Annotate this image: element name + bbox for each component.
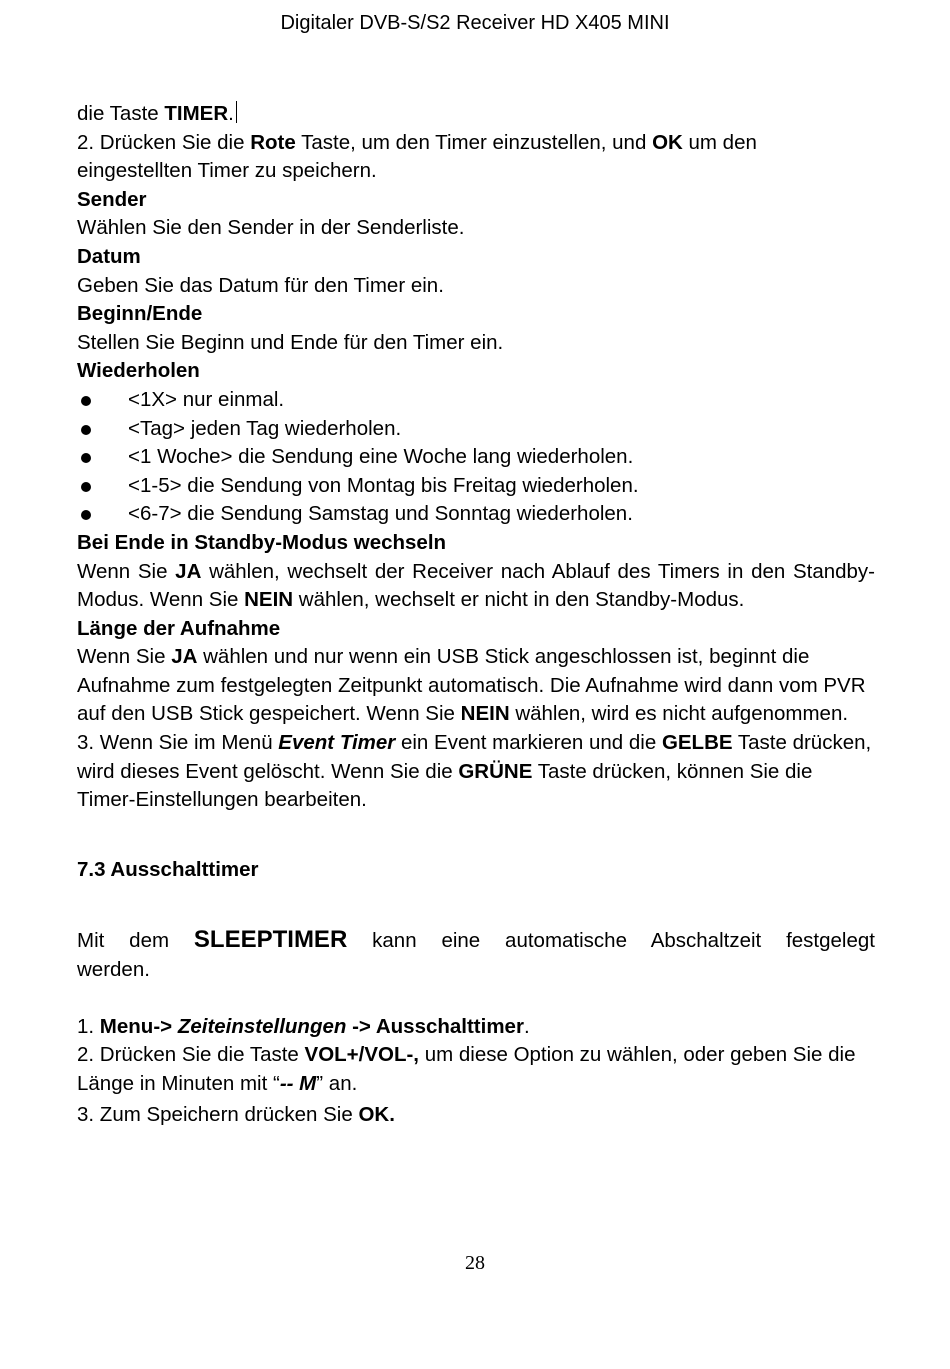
bullet-icon [81, 425, 91, 435]
list-item: <Tag> jeden Tag wiederholen. [77, 415, 875, 444]
section-step-2: 2. Drücken Sie die Taste VOL+/VOL-, um diese Option zu wählen, oder geben Sie die Länge in Minuten mit “-- M” an. [77, 1043, 856, 1095]
list-item: <6-7> die Sendung Samstag und Sonntag wiederholen. [77, 500, 875, 529]
text-sender: Wählen Sie den Sender in der Senderliste. [77, 216, 465, 240]
spacer [77, 985, 875, 1013]
heading-sender: Sender [77, 187, 147, 211]
spacer [77, 815, 875, 856]
heading-standby: Bei Ende in Standby-Modus wechseln [77, 530, 447, 554]
text-cursor [236, 101, 237, 123]
text-laenge: Wenn Sie JA wählen und nur wenn ein USB Stick angeschlossen ist, beginnt die Aufnahme zum festgelegten Zeitpunkt automatisch. Die Aufnahme wird dann vom PVR auf den USB Stick gespeichert. Wenn Sie NEIN wählen, wird es nicht aufgenommen. [77, 645, 866, 726]
section-title: 7.3 Ausschalttimer [77, 857, 259, 881]
heading-datum: Datum [77, 244, 141, 268]
text-standby: Wenn Sie JA wählen, wechselt der Receiver nach Ablauf des Timers in den Standby-Modus. Wenn Sie NEIN wählen, wechselt er nicht in den Standby-Modus. [77, 559, 876, 612]
section-step-1: 1. Menu-> Zeiteinstellungen -> Ausschalttimer. [77, 1014, 530, 1038]
page-header: Digitaler DVB-S/S2 Receiver HD X405 MINI [280, 12, 670, 34]
document-body [77, 100, 875, 1130]
text-datum: Geben Sie das Datum für den Timer ein. [77, 273, 444, 297]
page-number: 28 [465, 1252, 485, 1274]
repeat-options-list [77, 386, 875, 529]
bullet-icon [81, 482, 91, 492]
heading-laenge: Länge der Aufnahme [77, 616, 281, 640]
bullet-icon [81, 510, 91, 520]
section-step-3: 3. Zum Speichern drücken Sie OK. [77, 1103, 395, 1127]
section-intro: Mit dem SLEEPTIMER kann eine automatische Abschaltzeit festgelegt werden. [77, 926, 875, 982]
heading-wiederholen: Wiederholen [77, 359, 200, 383]
list-item: <1X> nur einmal. [77, 386, 875, 415]
paragraph-step-2: 2. Drücken Sie die Rote Taste, um den Timer einzustellen, und OK um den eingestellten Timer zu speichern. [77, 130, 757, 183]
bullet-icon [81, 396, 91, 406]
list-item: <1 Woche> die Sendung eine Woche lang wiederholen. [77, 443, 875, 472]
text-beginn-ende: Stellen Sie Beginn und Ende für den Timer ein. [77, 330, 504, 354]
list-item: <1-5> die Sendung von Montag bis Freitag wiederholen. [77, 472, 875, 501]
spacer [77, 884, 875, 926]
paragraph-step-3: 3. Wenn Sie im Menü Event Timer ein Event markieren und die GELBE Taste drücken, wird dieses Event gelöscht. Wenn Sie die GRÜNE Taste drücken, können Sie die Timer-Einstellungen bearbeiten. [77, 731, 872, 812]
paragraph-timer-key: die Taste TIMER. [77, 100, 875, 129]
heading-beginn-ende: Beginn/Ende [77, 302, 203, 326]
bullet-icon [81, 453, 91, 463]
